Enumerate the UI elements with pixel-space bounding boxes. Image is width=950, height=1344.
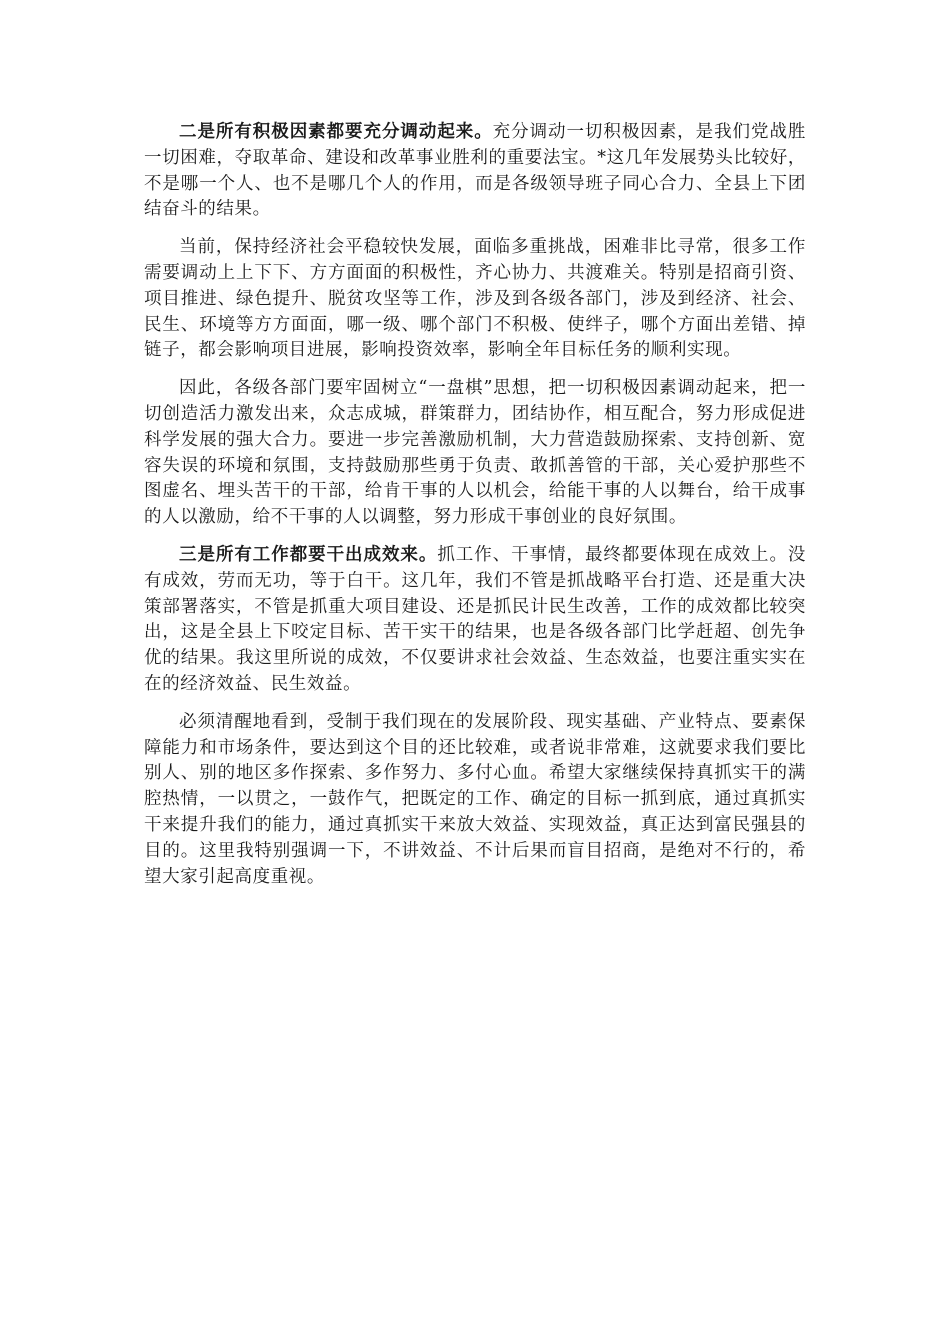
paragraph-4-body: 抓工作、干事情，最终都要体现在成效上。没有成效，劳而无功，等于白干。这几年，我们不管是抓战略平台打造、还是重大决策部署落实，不管是抓重大项目建设、还是抓民计民生改善，工作的成效都比较突出，这是全县上下咬定目标、苦干实干的结果，也是各级各部门比学赶超、创先争优的结果。我这里所说的成效，不仅要讲求社会效益、生态效益，也要注重实实在在的经济效益、民生效益。 [144, 544, 807, 694]
document-page [144, 120, 806, 902]
paragraph-5 [144, 710, 806, 891]
paragraph-2 [144, 235, 806, 364]
paragraph-4 [144, 543, 806, 698]
paragraph-5-body: 必须清醒地看到，受制于我们现在的发展阶段、现实基础、产业特点、要素保障能力和市场条件，要达到这个目的还比较难，或者说非常难，这就要求我们要比别人、别的地区多作探索、多作努力、多付心血。希望大家继续保持真抓实干的满腔热情，一以贯之，一鼓作气，把既定的工作、确定的目标一抓到底，通过真抓实干来提升我们的能力，通过真抓实干来放大效益、实现效益，真正达到富民强县的目的。这里我特别强调一下，不讲效益、不计后果而盲目招商，是绝对不行的，希望大家引起高度重视。 [144, 711, 806, 887]
paragraph-4-heading: 三是所有工作都要干出成效来。 [179, 544, 438, 565]
paragraph-1 [144, 120, 806, 223]
paragraph-3-body: 因此，各级各部门要牢固树立“一盘棋”思想，把一切积极因素调动起来，把一切创造活力激发出来，众志成城，群策群力，团结协作，相互配合，努力形成促进科学发展的强大合力。要进一步完善激励机制，大力营造鼓励探索、支持创新、宽容失误的环境和氛围，支持鼓励那些勇于负责、敢抓善管的干部，关心爱护那些不图虚名、埋头苦干的干部，给肯干事的人以机会，给能干事的人以舞台，给干成事的人以激励，给不干事的人以调整，努力形成干事创业的良好氛围。 [144, 378, 806, 528]
paragraph-2-body: 当前，保持经济社会平稳较快发展，面临多重挑战，困难非比寻常，很多工作需要调动上上下下、方方面面的积极性，齐心协力、共渡难关。特别是招商引资、项目推进、绿色提升、脱贫攻坚等工作，涉及到各级各部门，涉及到经济、社会、民生、环境等方方面面，哪一级、哪个部门不积极、使绊子，哪个方面出差错、掉链子，都会影响项目进展，影响投资效率，影响全年目标任务的顺利实现。 [144, 237, 806, 361]
paragraph-1-heading: 二是所有积极因素都要充分调动起来。 [179, 122, 493, 142]
paragraph-1-body: 充分调动一切积极因素，是我们党战胜一切困难，夺取革命、建设和改革事业胜利的重要法宝。*这几年发展势头比较好，不是哪一个人、也不是哪几个人的作用，而是各级领导班子同心合力、全县上下团结奋斗的结果。 [144, 122, 806, 220]
paragraph-3 [144, 376, 806, 531]
